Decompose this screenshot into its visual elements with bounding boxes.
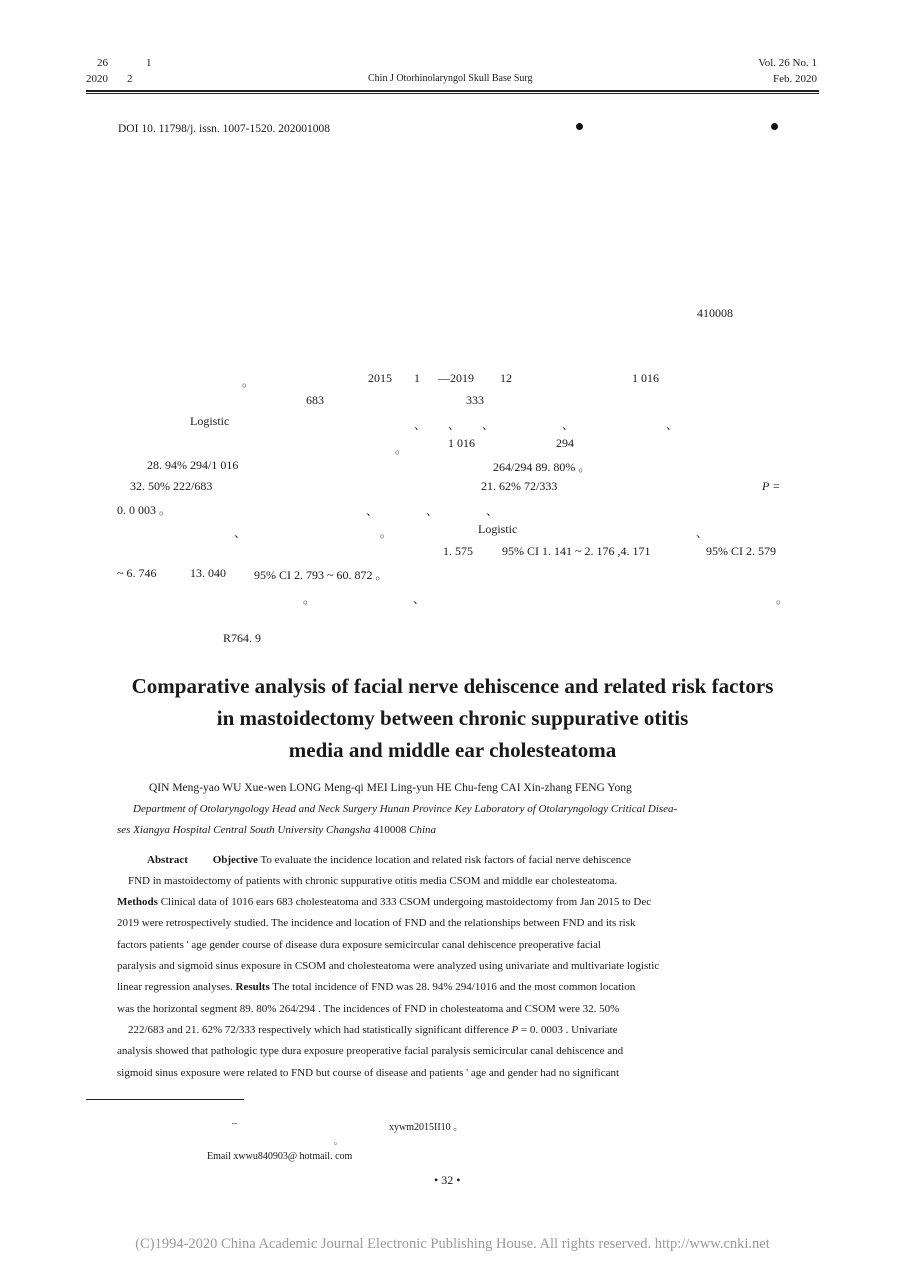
footnote-grant: xywm2015II10 。 (389, 1122, 464, 1133)
clc-number: R764. 9 (223, 631, 262, 645)
author-list: QIN Meng-yao WU Xue-wen LONG Meng-qi MEI Ling-yun HE Chu-feng CAI Xin-zhang FENG Yong (149, 782, 632, 794)
objective-text: To evaluate the incidence location and related risk factors of facial nerve dehiscence (257, 854, 632, 866)
abstract-line: paralysis and sigmoid sinus exposure in CSOM and cholesteatoma were analyzed using univariate and multivariate logistic (117, 960, 660, 972)
cn-fragment: 。 (242, 375, 255, 389)
footnote-email[interactable]: Email xwwu840903@ hotmail. com (207, 1151, 353, 1162)
header-rule (86, 90, 819, 92)
cn-fragment: 、 (696, 526, 709, 540)
affiliation-line-2 (117, 824, 436, 836)
methods-text: Clinical data of 1016 ears 683 cholesteatoma and 333 CSOM undergoing mastoidectomy from Jan 2015 to Dec (157, 896, 652, 908)
cn-fragment: 。 (380, 526, 393, 540)
cn-fragment: 。 (395, 442, 408, 456)
header-volume: Vol. 26 No. 1 (758, 57, 817, 69)
cn-fragment: 12 (500, 371, 512, 385)
affiliation-country: China (409, 824, 437, 836)
abstract-text: linear regression analyses. (117, 981, 233, 993)
cn-fragment: 。 (776, 592, 789, 606)
copyright-footer[interactable]: (C)1994-2020 China Academic Journal Electronic Publishing House. All rights reserved. http://www.cnki.net (135, 1236, 770, 1252)
page-number: • 32 • (434, 1173, 461, 1187)
cn-fragment: ~ 6. 746 (117, 566, 157, 580)
header-rule-thin (86, 93, 819, 94)
cn-fragment: Logistic (190, 414, 230, 428)
article-title-line-2: in mastoidectomy between chronic suppurative otitis (216, 706, 689, 730)
cn-fragment: 、 (562, 418, 575, 432)
abstract-line: FND in mastoidectomy of patients with chronic suppurative otitis media CSOM and middle ear cholesteatoma. (128, 875, 618, 887)
footnote-dash: – (232, 1118, 237, 1129)
abstract-line (128, 1020, 618, 1041)
cn-fragment: 、 (666, 418, 679, 432)
cn-fragment: 333 (466, 393, 484, 407)
cn-fragment: 、 (413, 592, 426, 606)
footnote-dot: 。 (334, 1136, 344, 1146)
column-bullet-left (576, 123, 583, 130)
abstract-text: 222/683 and 21. 62% 72/333 respectively which had statistically significant difference (128, 1024, 512, 1036)
abstract-line: analysis showed that pathologic type dura exposure preoperative facial paralysis semicircular canal dehiscence and (117, 1045, 624, 1057)
cn-fragment: 、 (234, 526, 247, 540)
affiliation-postcode: 410008 (370, 824, 410, 836)
cn-fragment: 、 (414, 418, 427, 432)
cn-fragment: 95% CI 1. 141 ~ 2. 176 ,4. 171 (502, 544, 651, 558)
cn-fragment: 1 016 (632, 371, 659, 385)
affiliation-line-1: Department of Otolaryngology Head and Neck Surgery Hunan Province Key Laboratory of Otolaryngology Critical Disea- (133, 803, 678, 815)
affiliation-institution: ses Xiangya Hospital Central South University Changsha (117, 824, 371, 836)
column-bullet-right (771, 123, 778, 130)
cn-fragment: 、 (486, 504, 499, 518)
abstract-line: was the horizontal segment 89. 80% 264/294 . The incidences of FND in cholesteatoma and CSOM were 32. 50% (117, 1003, 620, 1015)
cn-fragment: 2015 (368, 371, 392, 385)
cn-fragment: 、 (448, 418, 461, 432)
article-title-line-1: Comparative analysis of facial nerve dehiscence and related risk factors (131, 674, 774, 698)
doi[interactable]: DOI 10. 11798/j. issn. 1007-1520. 202001008 (118, 123, 331, 135)
cn-fragment: 1. 575 (443, 544, 473, 558)
abstract-line (147, 850, 631, 871)
cn-fragment: Logistic (478, 522, 518, 536)
header-issue-cn: 1 (146, 57, 152, 69)
cn-fragment: P = (762, 479, 781, 493)
footnote-rule (86, 1099, 244, 1100)
header-date: Feb. 2020 (773, 73, 817, 85)
p-value-symbol: P (511, 1024, 519, 1036)
cn-fragment: 264/294 89. 80% 。 (493, 460, 591, 474)
header-journal-name: Chin J Otorhinolaryngol Skull Base Surg (368, 73, 533, 84)
objective-label: Objective (212, 854, 258, 866)
article-title-line-3: media and middle ear cholesteatoma (288, 738, 617, 762)
abstract-label: Abstract (147, 854, 188, 866)
cn-fragment: 。 (303, 592, 316, 606)
abstract-line (117, 977, 635, 998)
abstract-line: factors patients ' age gender course of disease dura exposure semicircular canal dehiscence preoperative facial (117, 939, 601, 951)
cn-fragment: 683 (306, 393, 324, 407)
methods-label: Methods (117, 896, 158, 908)
cn-fragment: 、 (426, 504, 439, 518)
cn-fragment: 1 016 (448, 436, 475, 450)
abstract-text: = 0. 0003 . Univariate (518, 1024, 618, 1036)
cn-fragment: 28. 94% 294/1 016 (147, 458, 239, 472)
cn-fragment: 1 (414, 371, 420, 385)
cn-fragment: 95% CI 2. 579 (706, 544, 776, 558)
cn-fragment: 13. 040 (190, 566, 226, 580)
results-text: The total incidence of FND was 28. 94% 294/1016 and the most common location (269, 981, 636, 993)
cn-fragment: 95% CI 2. 793 ~ 60. 872 。 (254, 568, 388, 582)
results-label: Results (235, 981, 270, 993)
header-year-cn: 2020 (86, 73, 108, 85)
cn-fragment: —2019 (438, 371, 474, 385)
postcode: 410008 (697, 306, 733, 320)
cn-fragment: 21. 62% 72/333 (481, 479, 558, 493)
abstract-line: sigmoid sinus exposure were related to FND but course of disease and patients ' age and gender had no significant (117, 1067, 620, 1079)
abstract-line: 2019 were retrospectively studied. The incidence and location of FND and the relationships between FND and its risk (117, 917, 636, 929)
header-month-cn: 2 (127, 73, 133, 85)
header-volume-cn: 26 (97, 57, 108, 69)
cn-fragment: 294 (556, 436, 574, 450)
cn-fragment: 、 (366, 504, 379, 518)
abstract-line (117, 892, 651, 913)
cn-fragment: 32. 50% 222/683 (130, 479, 213, 493)
cn-fragment: 、 (482, 418, 495, 432)
cn-fragment: 0. 0 003 。 (117, 503, 172, 517)
